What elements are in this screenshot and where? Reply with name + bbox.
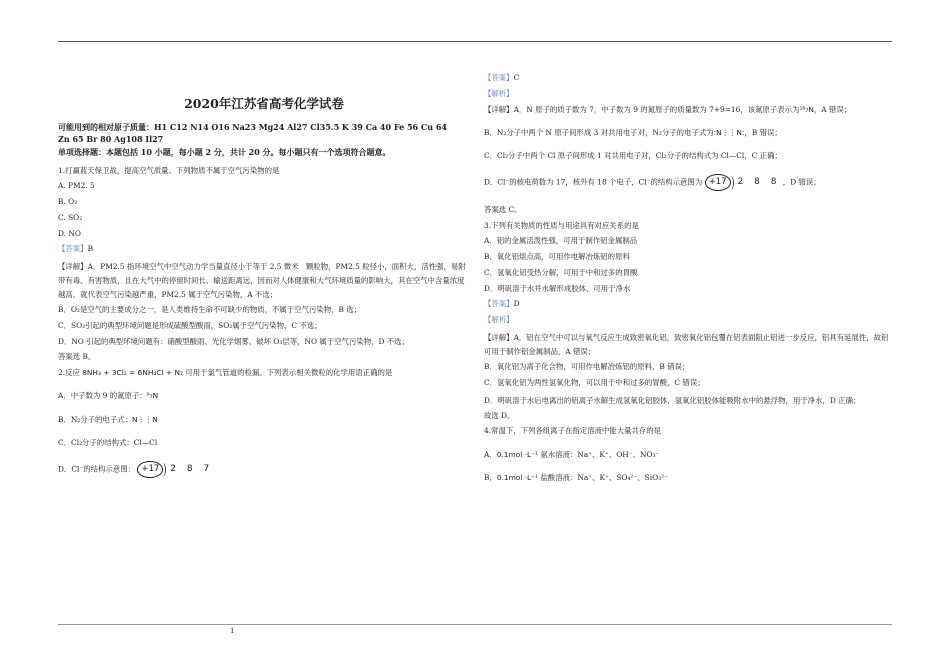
q3-answer-value: D (513, 299, 520, 309)
shell-arc (159, 463, 166, 477)
q2-explanation-a (484, 105, 894, 114)
q2-explanation-c: C．Cl₂分子中两个 Cl 原子间形成 1 对共用电子对，Cl₂分子的结构式为 Cl—Cl，C 正确； (484, 151, 782, 160)
q2-answer-value: C (513, 73, 520, 82)
q2-exp-a-formula: ¹⁶₇N (799, 104, 814, 114)
q4-option-a-text: 氨水溶液：Na⁺、K⁺、OH⁻、NO₃⁻ (540, 449, 660, 459)
right-column (484, 73, 894, 489)
q2-exp-d-end: ，D 错误； (782, 177, 821, 187)
q2-exp-b-end: ，B 错误； (744, 127, 782, 137)
q2-option-d-text: D．Cl⁻的结构示意图： (58, 464, 135, 474)
q1-option-d: D. NO (58, 228, 81, 238)
nucleus-circle: +17 (137, 461, 163, 478)
q1-conclusion: 答案选 B。 (58, 352, 96, 362)
q3-explanation-d: D．明矾溶于水后电离出的铝离子水解生成氢氧化铝胶体，氢氧化铝胶体能吸附水中的悬浮物，用于净水，D 正确； (484, 395, 861, 405)
q3-explanation-a: 【详解】A．铝在空气中可以与氧气反应生成致密氧化铝，致密氧化铝包覆在铝表面阻止铝进一步反应，铝具有延展性，故铝可用于制作铝金属制品，A 错误； (484, 332, 889, 356)
question-3: 3.下列有关物质的性质与用途具有对应关系的是 (484, 220, 639, 230)
header-rule (58, 41, 892, 42)
chloride-structure-diagram (137, 461, 213, 478)
q2-option-c: C．Cl₂分子的结构式：Cl—Cl (58, 437, 158, 447)
nucleus-circle: +17 (705, 174, 731, 191)
q4-option-a-conc: 0.1mol ·L⁻¹ (496, 449, 538, 459)
q4-option-b-label: B． (484, 472, 497, 482)
q2-exp-a-text: 【详解】A．N 原子的质子数为 7，中子数为 9 的氮原子的质量数为 7+9=16，该氮原子表示为 (484, 104, 800, 114)
footer-rule (58, 624, 892, 625)
section-header: 单项选择题：本题包括 10 小题，每小题 2 分，共计 20 分。每小题只有一个选项符合题意。 (58, 147, 391, 158)
q2-exp-b-text: B．N₂分子中两个 N 原子间形成 3 对共用电子对，N₂分子的电子式为 (484, 127, 714, 137)
question-4: 4.常温下，下列各组离子在指定溶液中能大量共存的是 (484, 426, 662, 436)
q1-option-b: B. O₂ (58, 197, 78, 207)
q2-option-b-text: B．N₂分子的电子式： (58, 414, 132, 424)
q3-option-c: C．氢氧化铝受热分解，可用于中和过多的胃酸 (484, 267, 638, 277)
q2-conclusion: 答案选 C。 (484, 204, 522, 214)
q2-suffix: 可用于氯气管道的检漏。下列表示相关微粒的化学用语正确的是 (185, 368, 393, 378)
q3-option-a: A．铝的金属活泼性强，可用于制作铝金属制品 (484, 236, 638, 246)
q1-option-a: A. PM2. 5 (58, 181, 95, 191)
q3-option-d: D．明矾溶于水并水解形成胶体，可用于净水 (484, 283, 631, 293)
q3-answer (484, 299, 894, 308)
atomic-mass-line-2: Zn 65 Br 80 Ag108 Il27 (58, 134, 164, 145)
q3-explanation-c: C．氢氧化铝为两性氢氧化物，可以用于中和过多的胃酸，C 错误； (484, 377, 705, 387)
analysis-tag: 【解析】 (484, 88, 514, 98)
question-2 (58, 368, 470, 377)
q2-option-a-formula: ⁹₇N (146, 391, 159, 401)
q2-exp-a-end: ，A 错误； (813, 104, 852, 114)
q1-explanation-4: D．NO 引起的典型环境问题有：硝酸型酸雨、光化学烟雾、破坏 O₃层等，NO 属于空气污染物，D 不选； (58, 336, 409, 346)
q2-option-b-formula: N⋮⋮N (132, 414, 158, 424)
q4-option-b-text: 盐酸溶液：Na⁺、K⁺、SO₄²⁻、SiO₃²⁻ (540, 472, 668, 482)
exam-title: 2020年江苏省高考化学试卷 (184, 96, 344, 111)
q2-exp-b-formula: :N⋮⋮N: (713, 127, 745, 137)
answer-tag: 【答案】 (484, 73, 514, 82)
q2-option-d (58, 461, 470, 478)
q1-explanation-3: C．SO₂引起的典型环境问题是形成硫酸型酸雨，SO₂属于空气污染物，C 不选； (58, 320, 322, 330)
shell-arc (727, 176, 734, 190)
q3-option-b: B．氧化铝熔点高，可用作电解冶炼铝的原料 (484, 252, 630, 262)
q1-answer (58, 244, 470, 253)
q4-option-b (484, 473, 894, 482)
q2-option-a-text: A．中子数为 9 的氮原子： (58, 391, 147, 401)
q4-option-a-label: A． (484, 449, 497, 459)
left-column (58, 96, 470, 484)
q2-exp-d-text: D．Cl⁻的核电荷数为 17，核外有 18 个电子，Cl⁻的结构示意图为 (484, 177, 703, 187)
q4-option-a (484, 450, 894, 459)
answer-tag: 【答案】 (484, 299, 514, 309)
q2-option-b (58, 415, 470, 424)
atomic-mass-line-1: 可能用到的相对原子质量：H1 C12 N14 O16 Na23 Mg24 Al27 Cl35.5 K 39 Ca 40 Fe 56 Cu 64 (58, 121, 447, 132)
q4-option-b-conc: 0.1mol ·L⁻¹ (496, 472, 539, 482)
q2-answer (484, 73, 894, 82)
electron-shells: 2 8 7 (170, 463, 214, 474)
chloride-ion-structure-diagram (705, 174, 781, 191)
q1-option-c: C. SO₂ (58, 212, 83, 222)
analysis-tag-2: 【解析】 (484, 315, 514, 325)
question-1: 1.打赢蓝天保卫战，提高空气质量。下列物质不属于空气污染物的是 (58, 165, 280, 175)
q2-prefix: 2.反应 (58, 368, 80, 378)
q2-equation: 8NH₃ + 3Cl₂ = 6NH₄Cl + N₂ (82, 368, 183, 378)
electron-shells: 2 8 8 (737, 176, 781, 187)
q3-explanation-b: B．氧化铝为离子化合物，可用作电解冶炼铝的原料，B 错误； (484, 362, 690, 371)
q2-option-a (58, 391, 470, 400)
q1-explanation-1: 【详解】A．PM2.5 指环境空气中空气动力学当量直径小于等于 2.5 微米 颗粒物，PM2.5 粒径小，面积大，活性强，易附带有毒、有害物质，且在大气中的停留时间长、输送距离远，因而对人体健康和大气环境质量的影响大，其在空气中含量浓度越高，就代表空气污染越严重，PM2.5 属于空气污染物，A 不选； (58, 262, 466, 300)
q2-explanation-b (484, 128, 894, 137)
q1-answer-value: B (87, 244, 94, 254)
q3-conclusion: 故选 D。 (484, 410, 515, 420)
q1-explanation-2: B．O₂是空气的主要成分之一，是人类维持生命不可缺少的物质，不属于空气污染物，B 选； (58, 305, 362, 315)
q2-explanation-d (484, 174, 894, 191)
page-number: 1 (230, 627, 235, 635)
answer-tag: 【答案】 (58, 244, 88, 254)
